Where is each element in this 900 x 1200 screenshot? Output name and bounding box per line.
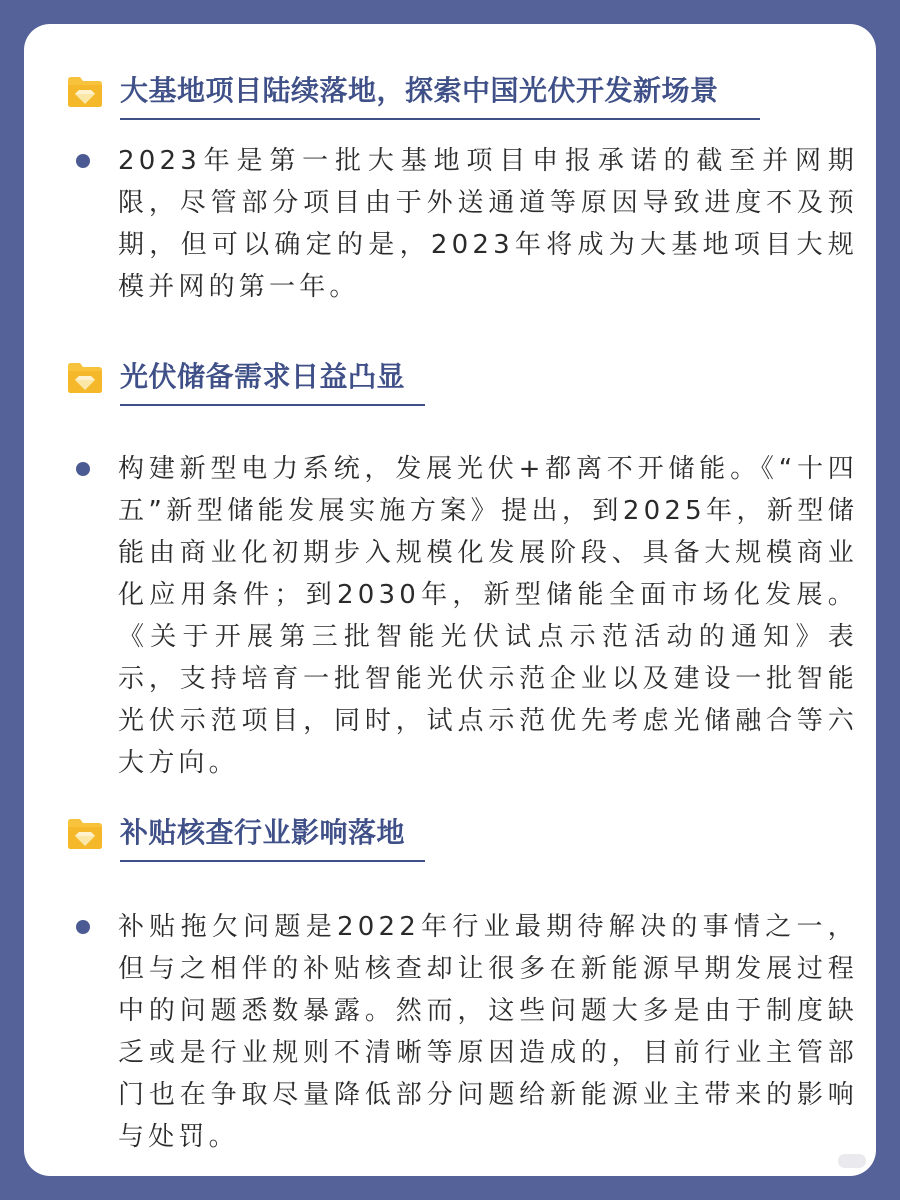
content-card bbox=[24, 24, 876, 1176]
section-2-body: 构建新型电力系统，发展光伏+都离不开储能。《“十四五”新型储能发展实施方案》提出，到2025年，新型储能由商业化初期步入规模化发展阶段、具备大规模商业化应用条件；到2030年，新型储能全面市场化发展。《关于开展第三批智能光伏试点示范活动的通知》表示，支持培育一批智能光伏示范企业以及建设一批智能光伏示范项目，同时，试点示范优先考虑光储融合等六大方向。 bbox=[118, 454, 858, 778]
section-1-heading: 大基地项目陆续落地，探索中国光伏开发新场景 bbox=[120, 74, 719, 107]
section-3-underline bbox=[120, 860, 425, 862]
section-2 bbox=[24, 358, 876, 788]
section-1-underline bbox=[120, 118, 760, 120]
section-2-heading: 光伏储备需求日益凸显 bbox=[120, 360, 406, 393]
folder-diamond-icon bbox=[66, 360, 104, 394]
section-1-body: 2023年是第一批大基地项目申报承诺的截至并网期限，尽管部分项目由于外送通道等原因导致进度不及预期，但可以确定的是，2023年将成为大基地项目大规模并网的第一年。 bbox=[118, 146, 858, 302]
folder-diamond-icon bbox=[66, 74, 104, 108]
bullet-dot-icon bbox=[76, 154, 90, 168]
section-3-body: 补贴拖欠问题是2022年行业最期待解决的事情之一，但与之相伴的补贴核查却让很多在新能源早期发展过程中的问题悉数暴露。然而，这些问题大多是由于制度缺乏或是行业规则不清晰等原因造成的，目前行业主管部门也在争取尽量降低部分问题给新能源业主带来的影响与处罚。 bbox=[118, 912, 858, 1152]
bullet-dot-icon bbox=[76, 920, 90, 934]
watermark bbox=[838, 1154, 866, 1168]
section-3-heading: 补贴核查行业影响落地 bbox=[120, 816, 406, 849]
section-2-underline bbox=[120, 404, 425, 406]
folder-diamond-icon bbox=[66, 816, 104, 850]
section-1 bbox=[24, 72, 876, 362]
section-3 bbox=[24, 814, 876, 1154]
bullet-dot-icon bbox=[76, 462, 90, 476]
